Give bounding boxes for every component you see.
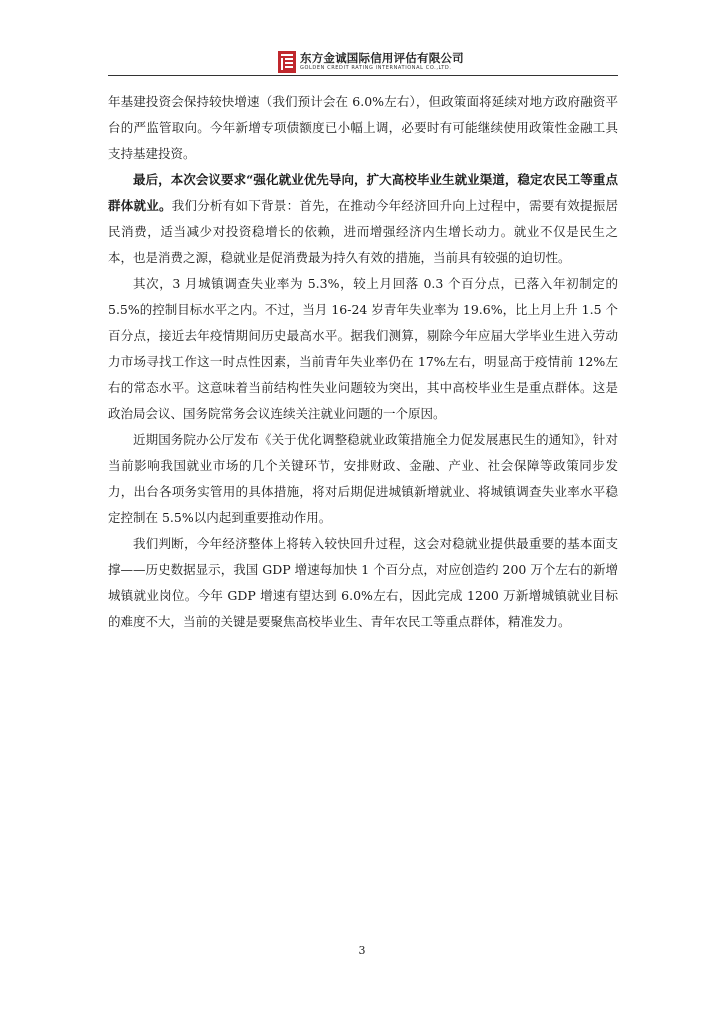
paragraph-5 — [108, 531, 618, 635]
company-logo — [278, 50, 464, 74]
page-number: 3 — [358, 944, 366, 957]
paragraph-1-text: 年基建投资会保持较快增速（我们预计会在 6.0%左右），但政策面将延续对地方政府融资平台的严监管取向。今年新增专项债额度已小幅上调，必要时有可能继续使用政策性金融工具支持基建投资。 — [108, 94, 618, 161]
paragraph-5-text: 我们判断，今年经济整体上将转入较快回升过程，这会对稳就业提供最重要的基本面支撑——历史数据显示，我国 GDP 增速每加快 1 个百分点，对应创造约 200 万个左右的新增城镇就业岗位。今年 GDP 增速有望达到 6.0%左右，因此完成 1200 万新增城镇就业目标的难度不大，当前的关键是要聚焦高校毕业生、青年农民工等重点群体，精准发力。 — [108, 536, 618, 629]
paragraph-2-bold-lead: 最后，本次会议要求“强化就业优先导向，扩大高校毕业生就业渠道，稳定农民工等重点群体就业。 — [108, 172, 618, 213]
paragraph-3 — [108, 271, 618, 427]
header-divider — [108, 75, 618, 76]
paragraph-4-text: 近期国务院办公厅发布《关于优化调整稳就业政策措施全力促发展惠民生的通知》，针对当前影响我国就业市场的几个关键环节，安排财政、金融、产业、社会保障等政策同步发力，出台各项务实管用的具体措施，将对后期促进城镇新增就业、将城镇调查失业率水平稳定控制在 5.5%以内起到重要推动作用。 — [108, 432, 618, 525]
document-body — [108, 89, 618, 635]
company-name-cn: 东方金诚国际信用评估有限公司 — [300, 51, 464, 65]
paragraph-4 — [108, 427, 618, 531]
company-name-en: GOLDEN CREDIT RATING INTERNATIONAL CO.,LTD. — [300, 65, 452, 71]
page-header — [108, 50, 618, 80]
paragraph-1 — [108, 89, 618, 167]
company-logo-icon — [278, 51, 296, 73]
paragraph-2 — [108, 167, 618, 271]
paragraph-3-text: 其次，3 月城镇调查失业率为 5.3%，较上月回落 0.3 个百分点，已落入年初制定的 5.5%的控制目标水平之内。不过，当月 16-24 岁青年失业率为 19.6%，比上月上升 1.5 个百分点，接近去年疫情期间历史最高水平。据我们测算，剔除今年应届大学毕业生进入劳动力市场寻找工作这一时点性因素，当前青年失业率仍在 17%左右，明显高于疫情前 12%左右的常态水平。这意味着当前结构性失业问题较为突出，其中高校毕业生是重点群体。这是政治局会议、国务院常务会议连续关注就业问题的一个原因。 — [108, 276, 618, 421]
paragraph-2-text: 我们分析有如下背景：首先，在推动今年经济回升向上过程中，需要有效提振居民消费，适当减少对投资稳增长的依赖，进而增强经济内生增长动力。就业不仅是民生之本，也是消费之源，稳就业是促消费最为持久有效的措施，当前具有较强的迫切性。 — [108, 198, 618, 265]
